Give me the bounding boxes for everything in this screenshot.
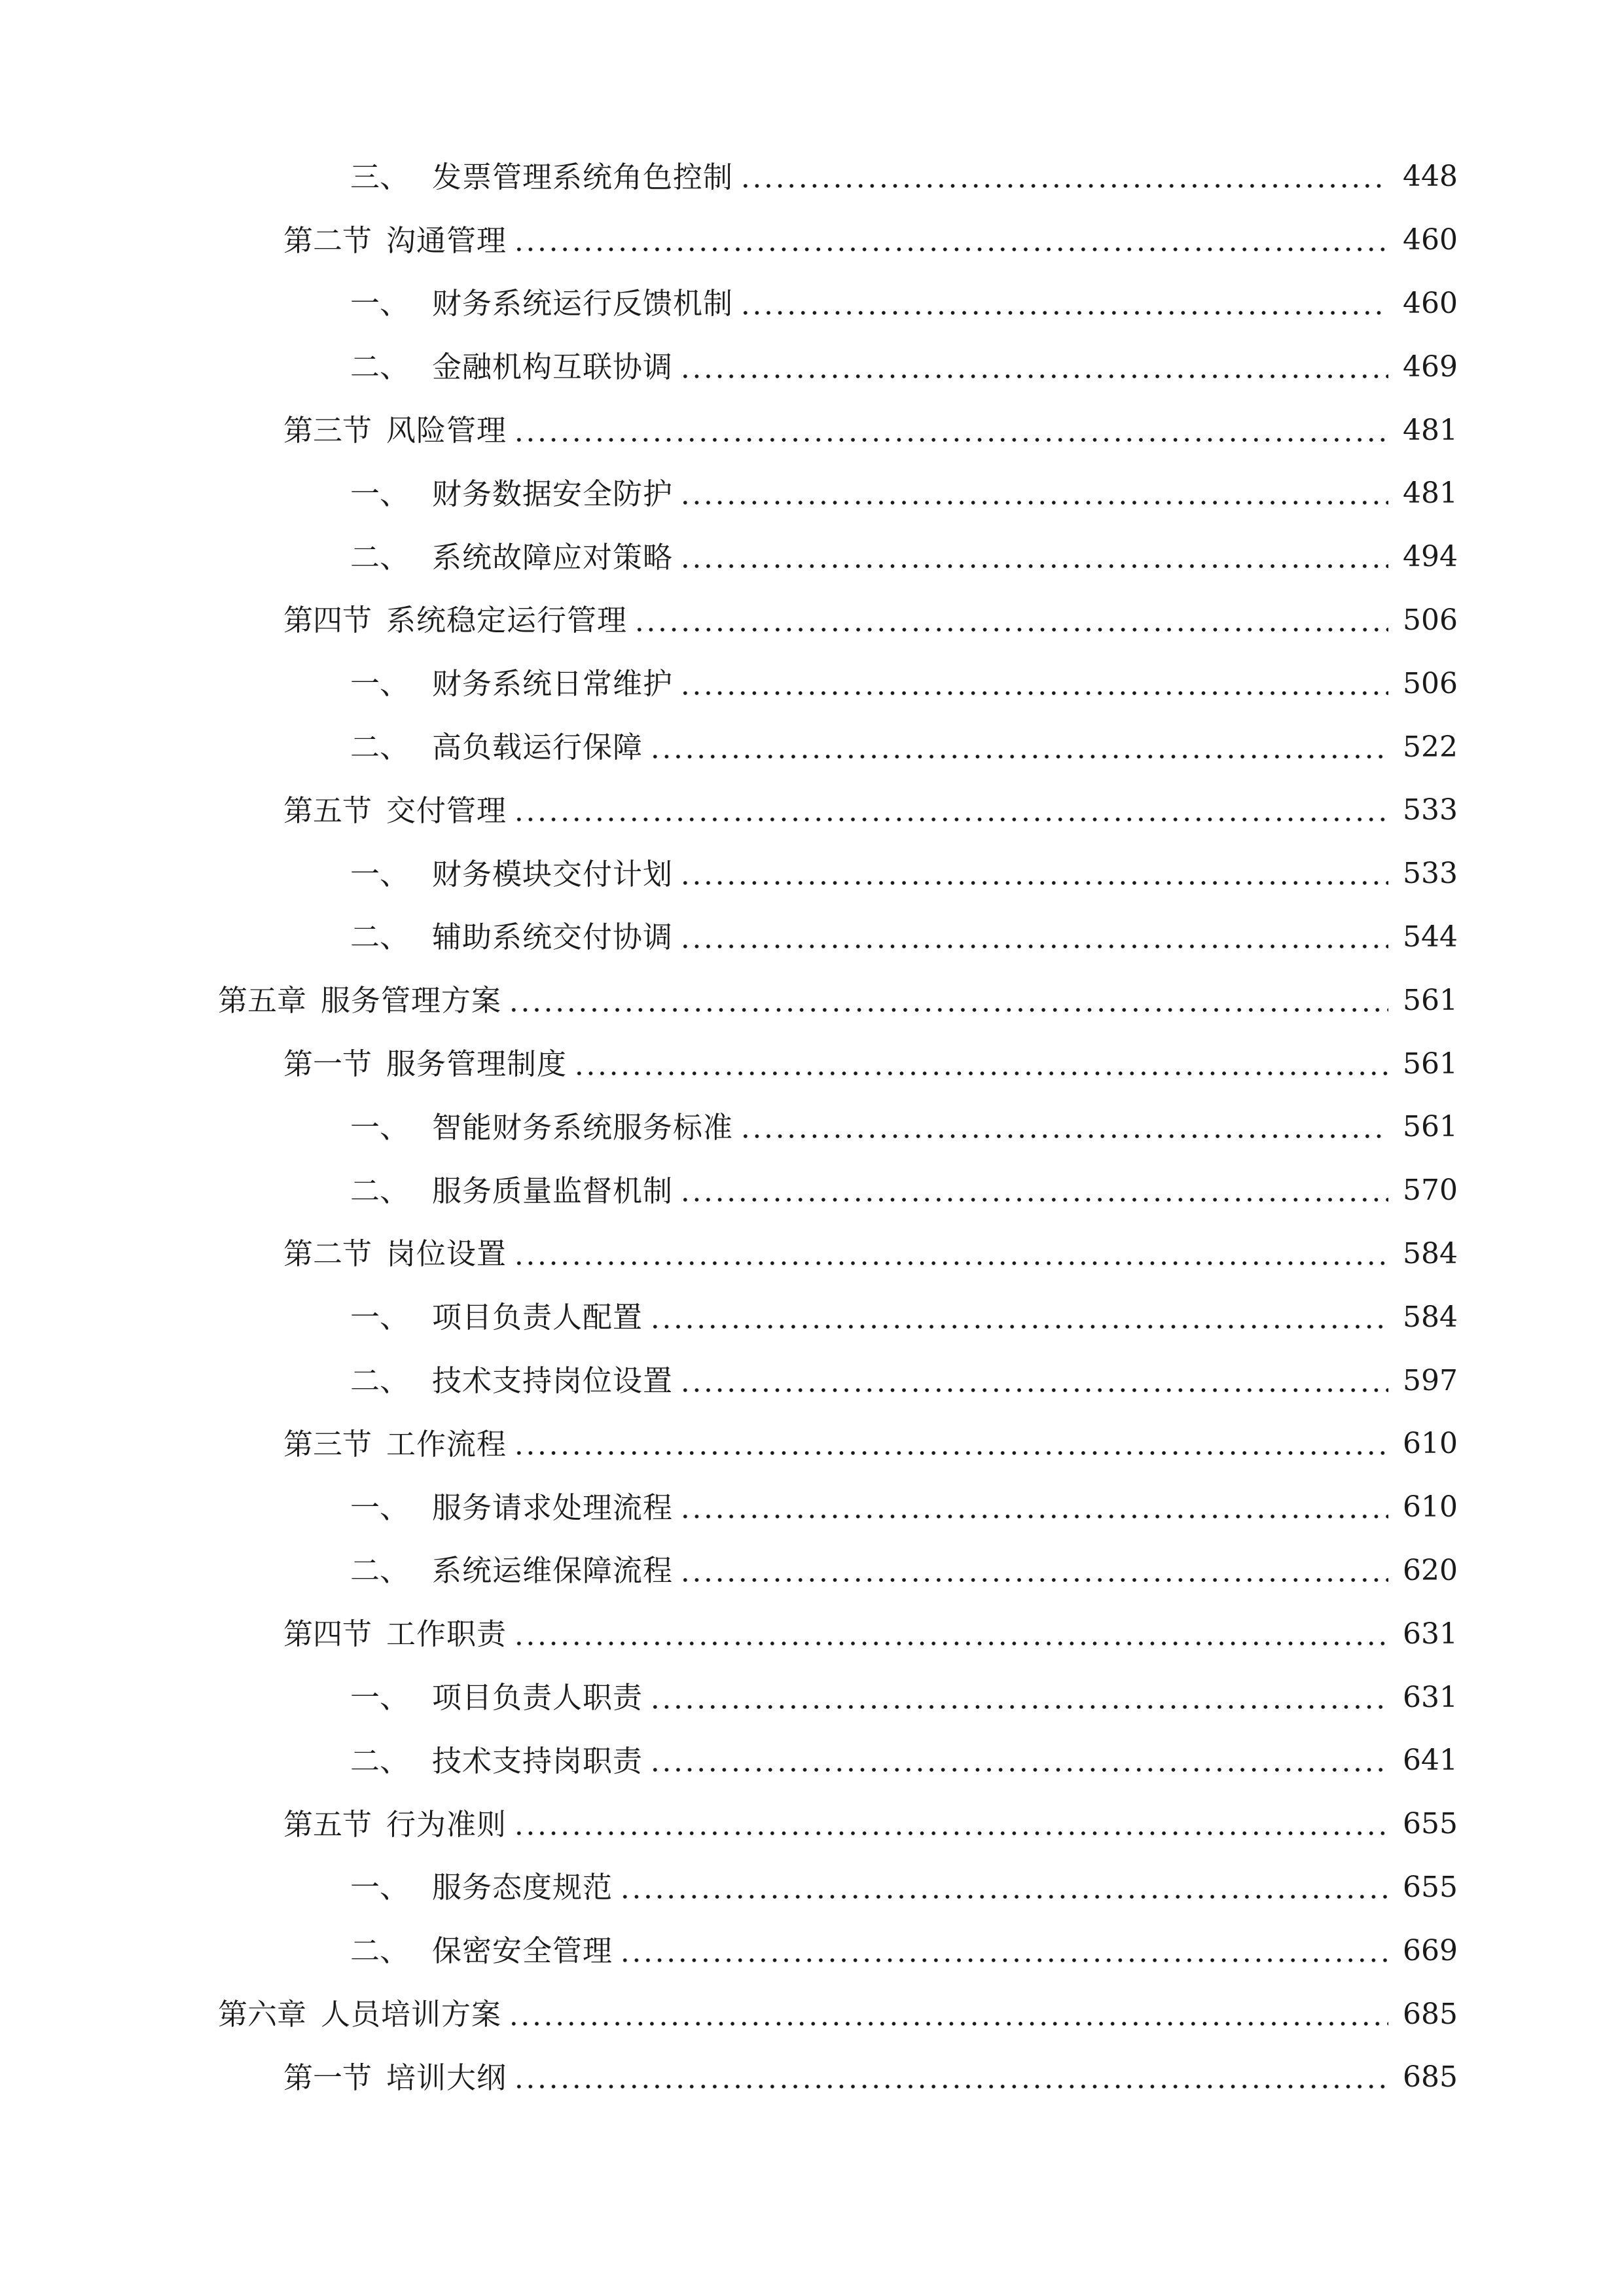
- toc-page-number: 631: [1403, 1680, 1458, 1714]
- toc-page-number: 584: [1403, 1300, 1458, 1334]
- toc-entry[interactable]: [0, 589, 1624, 653]
- toc-page-number: 506: [1403, 603, 1458, 637]
- dot-leader: [573, 1058, 1388, 1088]
- dot-leader: [679, 1565, 1388, 1594]
- dot-leader: [679, 869, 1388, 898]
- toc-page-number: 631: [1403, 1617, 1458, 1651]
- dot-leader: [513, 805, 1388, 834]
- toc-entry[interactable]: [0, 842, 1624, 906]
- toc-entry-number: 二、: [350, 1553, 410, 1588]
- toc-page-number: 610: [1403, 1490, 1458, 1524]
- toc-entry-number: 第五章: [218, 983, 307, 1018]
- dot-leader: [679, 488, 1388, 518]
- dot-leader: [679, 1375, 1388, 1405]
- dot-leader: [513, 1628, 1388, 1658]
- toc-entry-title: 技术支持岗位设置: [432, 1363, 674, 1399]
- toc-entry[interactable]: [0, 1793, 1624, 1856]
- toc-entry-number: 第三节: [283, 1426, 372, 1462]
- toc-entry-number: 一、: [350, 286, 410, 321]
- toc-entry-number: 二、: [350, 920, 410, 955]
- toc-entry-title: 财务数据安全防护: [432, 476, 674, 511]
- toc-entry-number: 一、: [350, 1870, 410, 1905]
- toc-entry-number: 二、: [350, 1933, 410, 1969]
- toc-entry[interactable]: [0, 715, 1624, 779]
- dot-leader: [513, 1248, 1388, 1278]
- toc-entry-title: 财务系统运行反馈机制: [432, 286, 734, 321]
- toc-entry[interactable]: [0, 1729, 1624, 1793]
- dot-leader: [740, 1122, 1388, 1151]
- dot-leader: [740, 171, 1388, 201]
- toc-page-number: 544: [1403, 920, 1458, 954]
- dot-leader: [740, 298, 1388, 327]
- toc-entry[interactable]: [0, 1032, 1624, 1096]
- toc-entry-number: 第三节: [283, 413, 372, 448]
- toc-entry-number: 二、: [350, 1743, 410, 1778]
- toc-entry-number: 二、: [350, 539, 410, 575]
- toc-entry-title: 服务质量监督机制: [432, 1173, 674, 1208]
- toc-entry-number: 第四节: [283, 603, 372, 638]
- toc-entry-number: 一、: [350, 1490, 410, 1525]
- toc-page-number: 685: [1403, 2060, 1458, 2094]
- toc-entry[interactable]: [0, 335, 1624, 399]
- toc-entry-title: 风险管理: [386, 413, 507, 448]
- toc-entry-title: 技术支持岗职责: [432, 1743, 643, 1778]
- toc-entry[interactable]: [0, 1919, 1624, 1982]
- toc-entry-number: 第四节: [283, 1617, 372, 1652]
- toc-entry[interactable]: [0, 462, 1624, 526]
- toc-page-number: 522: [1403, 730, 1458, 764]
- toc-page-number: 533: [1403, 857, 1458, 891]
- dot-leader: [679, 931, 1388, 961]
- toc-entry[interactable]: [0, 2046, 1624, 2109]
- toc-page-number: 561: [1403, 983, 1458, 1017]
- toc-entry-title: 金融机构互联协调: [432, 350, 674, 385]
- dot-leader: [513, 1819, 1388, 1848]
- toc-entry[interactable]: [0, 1539, 1624, 1603]
- table-of-contents: [0, 145, 1624, 2109]
- toc-entry-title: 工作流程: [386, 1426, 507, 1462]
- dot-leader: [508, 2009, 1388, 2038]
- toc-page-number: 597: [1403, 1363, 1458, 1397]
- toc-entry-number: 二、: [350, 1173, 410, 1208]
- toc-entry-title: 服务请求处理流程: [432, 1490, 674, 1525]
- toc-page-number: 481: [1403, 413, 1458, 447]
- toc-entry[interactable]: [0, 1982, 1624, 2046]
- toc-entry-number: 一、: [350, 476, 410, 511]
- toc-entry-title: 财务系统日常维护: [432, 666, 674, 702]
- toc-entry-title: 高负载运行保障: [432, 730, 643, 765]
- toc-entry-title: 服务管理制度: [386, 1047, 568, 1082]
- toc-page-number: 620: [1403, 1553, 1458, 1587]
- toc-page-number: 610: [1403, 1427, 1458, 1461]
- dot-leader: [679, 678, 1388, 708]
- dot-leader: [513, 235, 1388, 264]
- toc-entry[interactable]: [0, 1349, 1624, 1412]
- toc-entry[interactable]: [0, 272, 1624, 336]
- toc-page-number: 570: [1403, 1174, 1458, 1208]
- toc-entry[interactable]: [0, 1285, 1624, 1349]
- toc-entry-number: 第二节: [283, 223, 372, 258]
- dot-leader: [634, 615, 1388, 644]
- toc-entry-title: 行为准则: [386, 1806, 507, 1842]
- toc-entry[interactable]: [0, 399, 1624, 462]
- dot-leader: [679, 1185, 1388, 1215]
- toc-entry-title: 项目负责人配置: [432, 1300, 643, 1335]
- toc-page-number: 481: [1403, 476, 1458, 511]
- toc-entry-title: 系统运维保障流程: [432, 1553, 674, 1588]
- toc-entry-title: 服务管理方案: [321, 983, 502, 1018]
- toc-entry[interactable]: [0, 652, 1624, 715]
- toc-entry-number: 第二节: [283, 1236, 372, 1272]
- dot-leader: [513, 1439, 1388, 1468]
- toc-entry-title: 交付管理: [386, 793, 507, 828]
- toc-entry-title: 系统稳定运行管理: [386, 603, 628, 638]
- toc-entry-title: 财务模块交付计划: [432, 856, 674, 891]
- toc-entry-title: 辅助系统交付协调: [432, 920, 674, 955]
- toc-entry-title: 发票管理系统角色控制: [432, 159, 734, 194]
- toc-page-number: 641: [1403, 1744, 1458, 1778]
- toc-entry-title: 服务态度规范: [432, 1870, 613, 1905]
- toc-entry-number: 二、: [350, 350, 410, 385]
- toc-entry-number: 二、: [350, 730, 410, 765]
- toc-page-number: 533: [1403, 793, 1458, 827]
- toc-entry-number: 一、: [350, 1680, 410, 1715]
- toc-entry[interactable]: [0, 779, 1624, 842]
- dot-leader: [649, 1755, 1388, 1785]
- dot-leader: [619, 1945, 1388, 1975]
- dot-leader: [508, 995, 1388, 1024]
- toc-entry[interactable]: [0, 1223, 1624, 1286]
- toc-entry-title: 岗位设置: [386, 1236, 507, 1272]
- toc-entry-number: 一、: [350, 666, 410, 702]
- toc-entry[interactable]: [0, 526, 1624, 589]
- dot-leader: [649, 1312, 1388, 1341]
- toc-entry[interactable]: [0, 1666, 1624, 1729]
- toc-entry-number: 二、: [350, 1363, 410, 1399]
- toc-entry-number: 第五节: [283, 1806, 372, 1842]
- toc-page-number: 685: [1403, 1997, 1458, 2031]
- dot-leader: [679, 552, 1388, 581]
- toc-entry-number: 三、: [350, 159, 410, 194]
- toc-page-number: 584: [1403, 1236, 1458, 1270]
- dot-leader: [649, 742, 1388, 771]
- toc-entry[interactable]: [0, 969, 1624, 1032]
- toc-entry-number: 第一节: [283, 1047, 372, 1082]
- toc-entry-number: 第五节: [283, 793, 372, 828]
- toc-entry[interactable]: [0, 1602, 1624, 1666]
- toc-page-number: 494: [1403, 540, 1458, 574]
- toc-entry-number: 一、: [350, 1109, 410, 1145]
- toc-page-number: 655: [1403, 1870, 1458, 1904]
- dot-leader: [513, 425, 1388, 454]
- toc-entry[interactable]: [0, 906, 1624, 969]
- toc-page-number: 460: [1403, 223, 1458, 257]
- toc-page-number: 561: [1403, 1047, 1458, 1081]
- dot-leader: [679, 1502, 1388, 1532]
- toc-entry-title: 培训大纲: [386, 2060, 507, 2095]
- toc-page-number: 469: [1403, 350, 1458, 384]
- toc-entry-number: 第一节: [283, 2060, 372, 2095]
- toc-entry-number: 一、: [350, 1300, 410, 1335]
- toc-entry-title: 系统故障应对策略: [432, 539, 674, 575]
- dot-leader: [513, 2072, 1388, 2102]
- toc-entry-title: 人员培训方案: [321, 1997, 502, 2032]
- toc-page-number: 669: [1403, 1933, 1458, 1967]
- toc-page-number: 561: [1403, 1110, 1458, 1144]
- toc-page-number: 460: [1403, 286, 1458, 320]
- toc-entry-title: 沟通管理: [386, 223, 507, 258]
- toc-entry[interactable]: [0, 1412, 1624, 1476]
- toc-entry-title: 工作职责: [386, 1617, 507, 1652]
- toc-page-number: 655: [1403, 1807, 1458, 1841]
- toc-entry[interactable]: [0, 1096, 1624, 1159]
- dot-leader: [649, 1692, 1388, 1721]
- toc-entry[interactable]: [0, 1159, 1624, 1223]
- toc-entry-title: 智能财务系统服务标准: [432, 1109, 734, 1145]
- toc-entry[interactable]: [0, 1856, 1624, 1920]
- dot-leader: [619, 1882, 1388, 1911]
- toc-entry-title: 项目负责人职责: [432, 1680, 643, 1715]
- toc-entry-title: 保密安全管理: [432, 1933, 613, 1969]
- toc-entry[interactable]: [0, 209, 1624, 272]
- toc-page-number: 448: [1403, 160, 1458, 194]
- toc-entry-number: 第六章: [218, 1997, 307, 2032]
- toc-entry-number: 一、: [350, 856, 410, 891]
- toc-page-number: 506: [1403, 666, 1458, 700]
- toc-entry[interactable]: [0, 145, 1624, 209]
- toc-entry[interactable]: [0, 1476, 1624, 1539]
- dot-leader: [679, 361, 1388, 391]
